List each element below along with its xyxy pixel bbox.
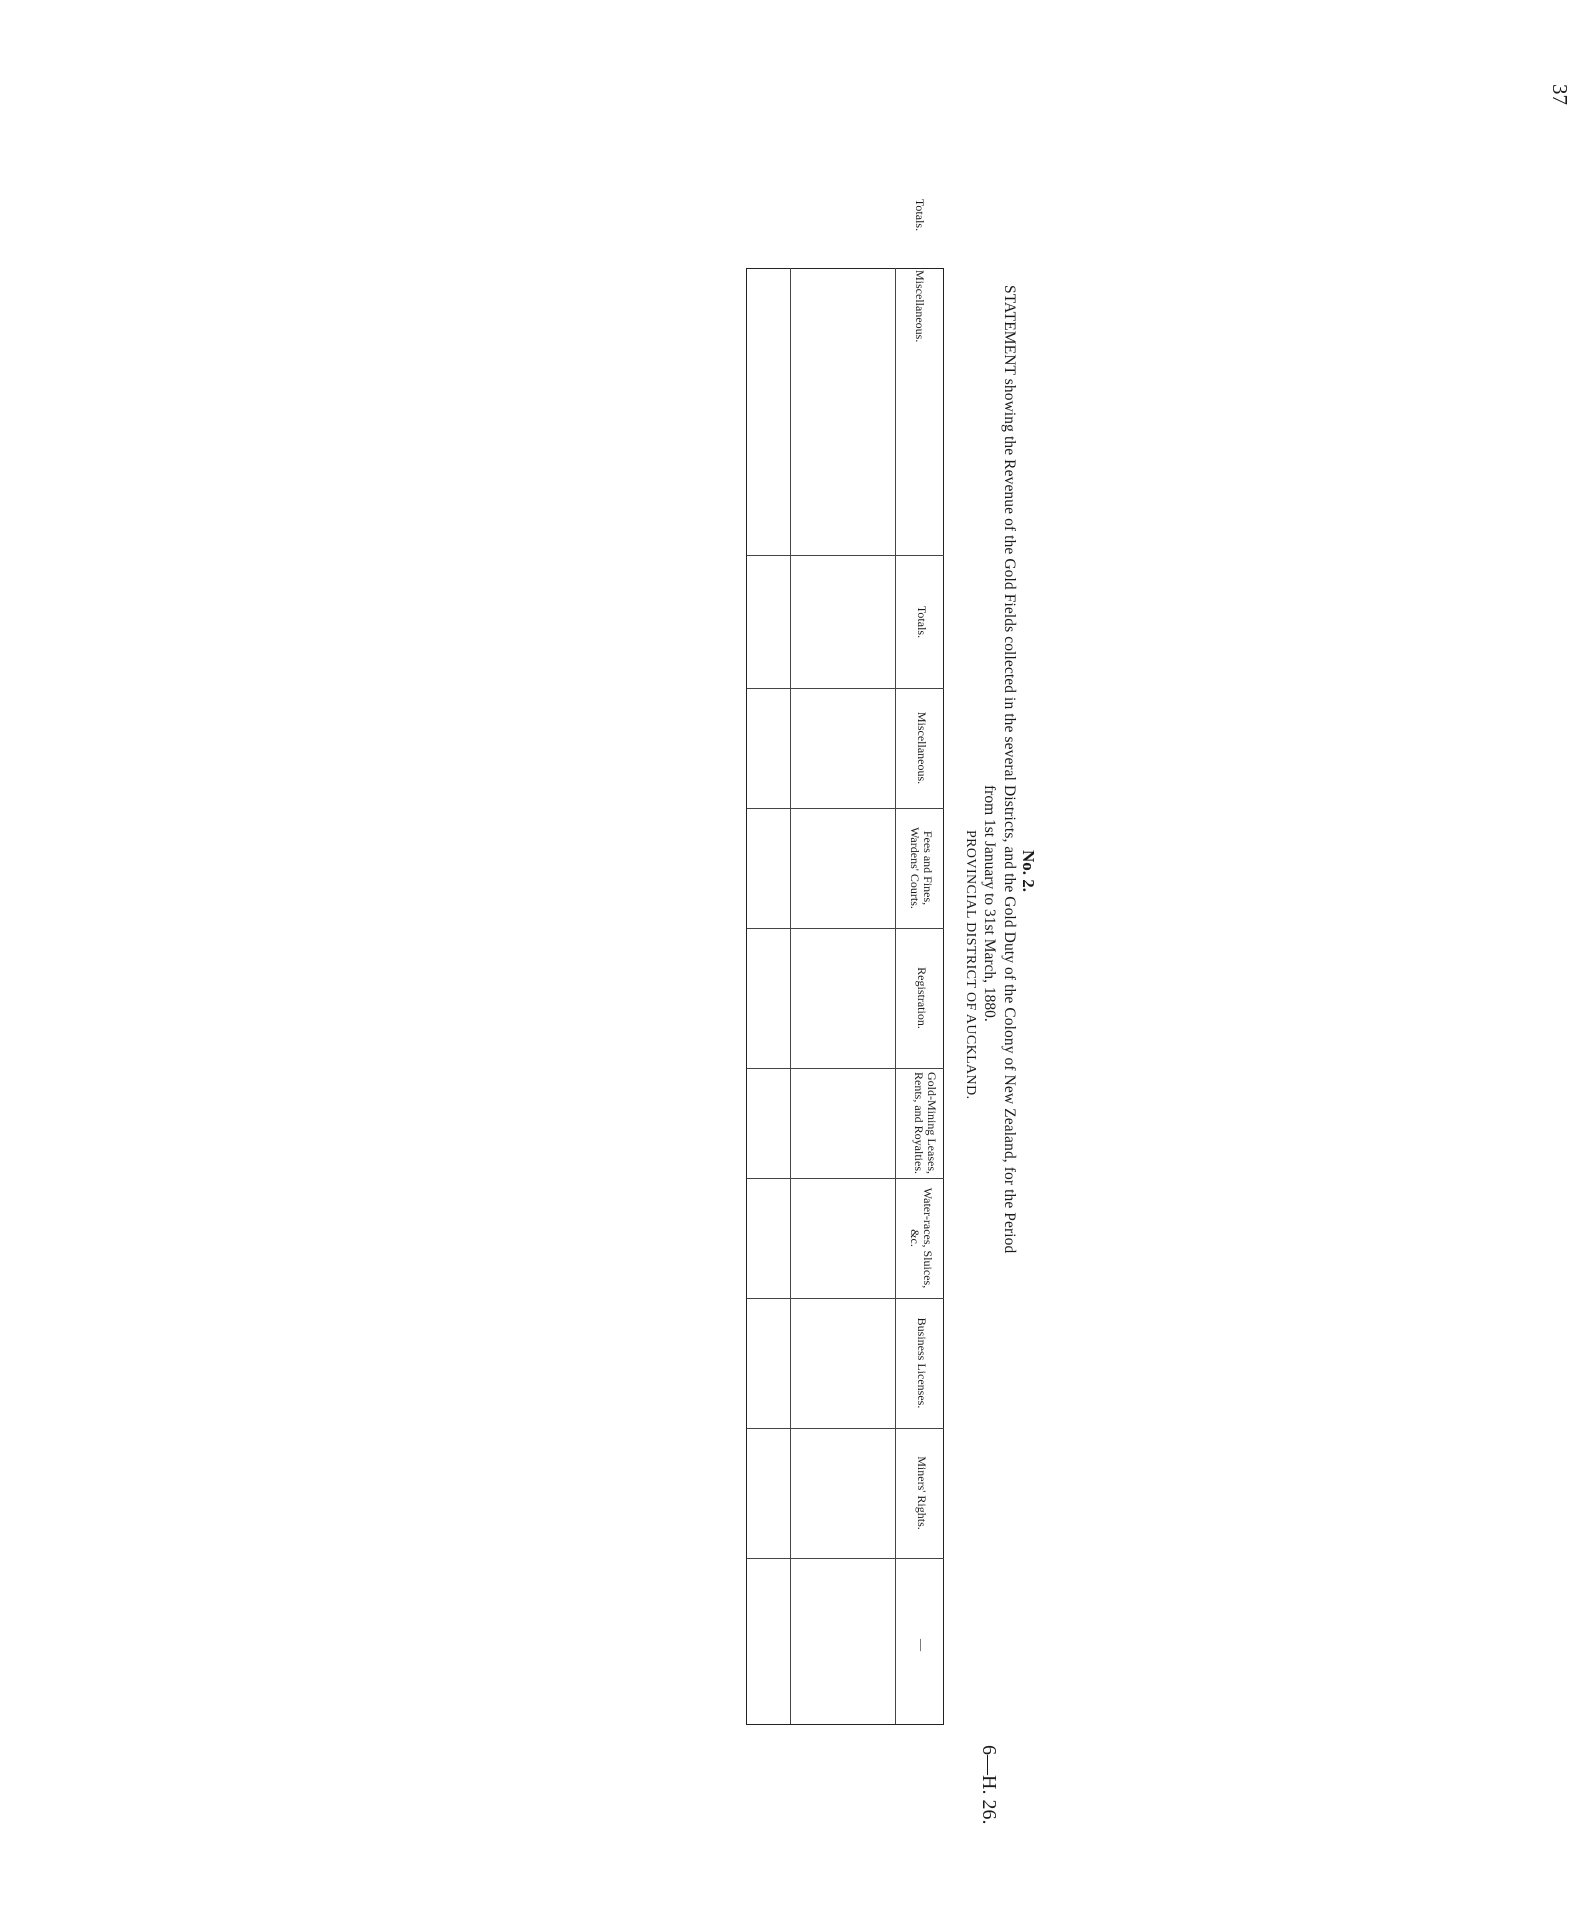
signature-mark: 6—H. 26. [978, 1745, 1000, 1825]
hdr-name: — [915, 1639, 929, 1651]
rotated-page: No. 2. STATEMENT showing the Revenue of the Gold Fields collected in the several Districts, and the Gold Duty of the Colony of New Zealand, for the Period from 1st January to 31st March, 1880. 6—H. 26. 37 PROVINCIAL DISTRICT OF AUCKLAND. Totals. Miscellaneous. — Miners' Rights. Business Licenses. Water-races, Sluices, &c. Gold-Mining Leases, Rents, and Royalties. Registration. Fees and Fines, Wardens' Courts. Miscellaneous. Totals. [0, 0, 1114, 1909]
heading-line1: STATEMENT showing the Revenue of the Gold Fields collected in the several Districts, and the Gold Duty of the Colony of New Zealand, for the Period [1001, 285, 1018, 1254]
heading-number: No. 2. [1019, 850, 1038, 893]
hdr-totals: Totals. [915, 605, 929, 639]
hdr-fees-fines: Fees and Fines, Wardens' Courts. [907, 827, 935, 909]
hdr-misc: Miscellaneous. [915, 711, 929, 785]
hdr-miners-rights: Miners' Rights. [915, 1456, 929, 1530]
hdr-business-licenses: Business Licenses. [915, 1317, 929, 1409]
col-totals-header: Totals. [913, 198, 927, 232]
heading-line2: from 1st January to 31st March, 1880. [981, 785, 998, 1022]
page-number: 37 [1548, 84, 1572, 105]
auckland-title: PROVINCIAL DISTRICT OF AUCKLAND. [963, 830, 978, 1100]
hdr-registration: Registration. [915, 967, 929, 1029]
hdr-gold-mining: Gold-Mining Leases, Rents, and Royalties. [911, 1072, 939, 1174]
hdr-water-races: Water-races, Sluices, &c. [907, 1187, 935, 1289]
